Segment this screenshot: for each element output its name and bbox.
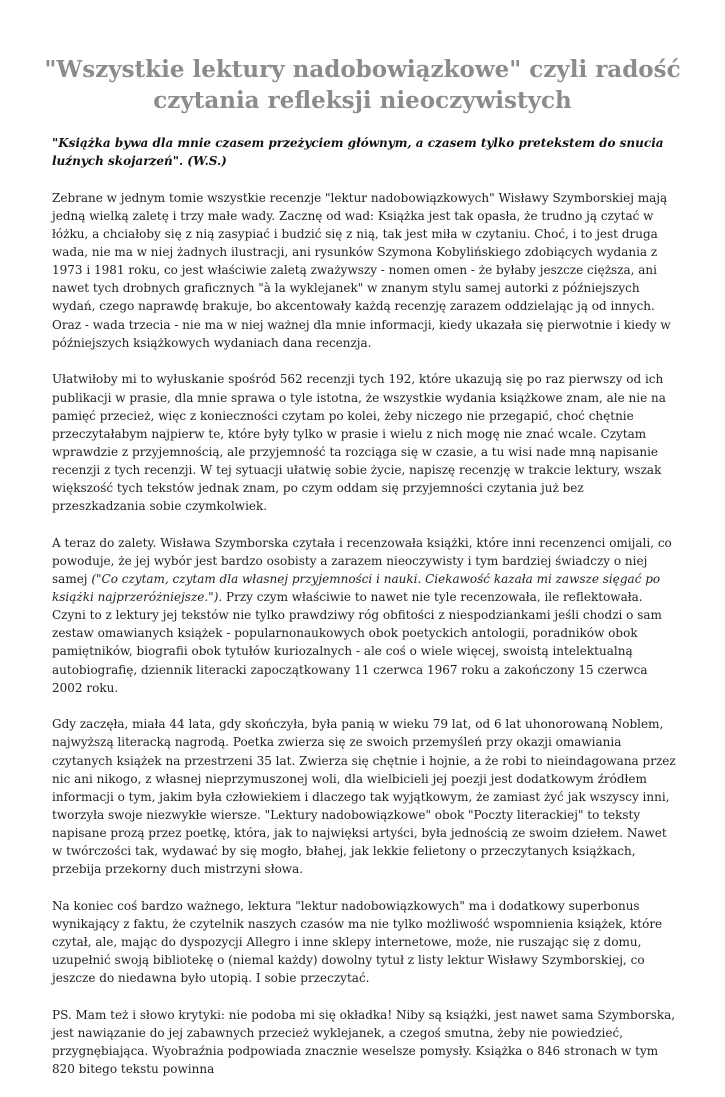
page-title: "Wszystkie lektury nadobowiązkowe" czyli radość czytania refleksji nieoczywistych	[44, 56, 681, 114]
paragraph-3-text-continued: . Przy czym właściwie to nawet nie tyle recenzowała, ile reflektowała. Czyni to z lektury jej tekstów nie tylko prawdziwy róg obfitości z niespodziankami jeśli chodzi o sam zestaw omawianych książek - popularnonaukowych obok poetyckich antologii, poradników obok pamiętników, biografii obok tytułów kuriozalnych - ale coś o wiele więcej, swoistą intelektualną autobiografię, dziennik literacki zapoczątkowany 11 czerwca 1967 roku a zakończony 15 czerwca 2002 roku.	[52, 590, 662, 695]
paragraph-3-quote: ("Co czytam, czytam dla własnej przyjemności i nauki. Ciekawość kazała mi zawsze sięgać po książki najprzeróżniejsze.")	[52, 572, 661, 605]
paragraph-4: Gdy zaczęła, miała 44 lata, gdy skończyła, była panią w wieku 79 lat, od 6 lat uhonorowaną Noblem, najwyższą literacką nagrodą. Poetka zwierza się ze swoich przemyśleń przy okazji omawiania czytanych książek na przestrzeni 35 lat. Zwierza się chętnie i hojnie, a że robi to nieindagowana przez nic ani nikogo, z własnej nieprzymuszonej woli, dla wielbicieli jej poezji jest dodatkowym źródłem informacji o tym, jakim była człowiekiem i dlaczego tak wyjątkowym, że zamiast żyć jak wszyscy inni, tworzyła swoje niezwykłe wiersze. "Lektury nadobowiązkowe" obok "Poczty literackiej" to teksty napisane prozą przez poetkę, która, jak to najwięksi artyści, była jednością ze swoim dziełem. Nawet w twórczości tak, wydawać by się mogło, błahej, jak lekkie felietony o przeczytanych książkach, przebija przekorny duch mistrzyni słowa.	[52, 717, 676, 877]
article-body	[52, 134, 680, 1097]
paragraph-3-text: A teraz do zalety. Wisława Szymborska czytała i recenzowała książki, które inni recenzenci omijali, co powoduje, że jej wybór jest bardzo osobisty a zarazem nieoczywisty i tym bardziej świadczy o niej samej	[52, 535, 672, 587]
paragraph-2: Ułatwiłoby mi to wyłuskanie spośród 562 recenzji tych 192, które ukazują się po raz pierwszy od ich publikacji w prasie, dla mnie sprawa o tyle istotna, że wszystkie wydania książkowe znam, ale nie na pamięć przecież, więc z konieczności czytam po kolei, żeby niczego nie przegapić, choć chętnie przeczytałabym najpierw te, które były tylko w prasie i wielu z nich mogę nie znać wcale. Czytam wprawdzie z przyjemnością, ale przyjemność ta rozciąga się w czasie, a tu wisi nade mną napisanie recenzji z tych recenzji. W tej sytuacji ułatwię sobie życie, napiszę recenzję w trakcie lektury, wszak większość tych tekstów jednak znam, po czym oddam się przyjemności czytania już bez przeszkadzania sobie czymkolwiek.	[52, 372, 666, 514]
paragraph-5: Na koniec coś bardzo ważnego, lektura "lektur nadobowiązkowych" ma i dodatkowy superbonus wynikający z faktu, że czytelnik naszych czasów ma nie tylko możliwość wspomnienia książek, które czytał, ale, mając do dyspozycji Allegro i inne sklepy internetowe, może, nie ruszając się z domu, uzupełnić swoją bibliotekę o (niemal każdy) dowolny tytuł z listy lektur Wisławy Szymborskiej, co jeszcze do niedawna było utopią. I sobie przeczytać.	[52, 898, 663, 986]
paragraph-1: Zebrane w jednym tomie wszystkie recenzje "lektur nadobowiązkowych" Wisławy Szymborskiej mają jedną wielką zaletę i trzy małe wady. Zacznę od wad: Książka jest tak opasła, że trudno ją czytać w łóżku, a chciałoby się z nią zasypiać i budzić się z nią, tak jest miła w czytaniu. Choć, i to jest druga wada, nie ma w niej żadnych ilustracji, ani rysunków Szymona Kobylińskiego zdobiących wydania z 1973 i 1981 roku, co jest właściwie zaletą zważywszy - nomen omen - że byłaby jeszcze cięższa, ani nawet tych drobnych graficznych "à la wyklejanek" w znanym stylu samej autorki z późniejszych wydań, czego naprawdę brakuje, bo akcentowały każdą recenzję zarazem oddzielając ją od innych. Oraz - wada trzecia - nie ma w niej ważnej dla mnie informacji, kiedy ukazała się pierwotnie i kiedy w późniejszych książkowych wydaniach dana recenzja.	[52, 190, 671, 350]
paragraph-3	[52, 534, 680, 697]
paragraph-6: PS. Mam też i słowo krytyki: nie podoba mi się okładka! Niby są książki, jest nawet sama Szymborska, jest nawiązanie do jej zabawnych przecież wyklejanek, a czegoś smutna, żeby nie powiedzieć, przygnębiająca. Wyobraźnia podpowiada znacznie weselsze pomysły. Książka o 846 stronach w tym 820 bitego tekstu powinna	[52, 1008, 676, 1077]
epigraph-quote: "Książka bywa dla mnie czasem przeżyciem głównym, a czasem tylko pretekstem do snucia luźnych skojarzeń". (W.S.)	[52, 136, 664, 169]
